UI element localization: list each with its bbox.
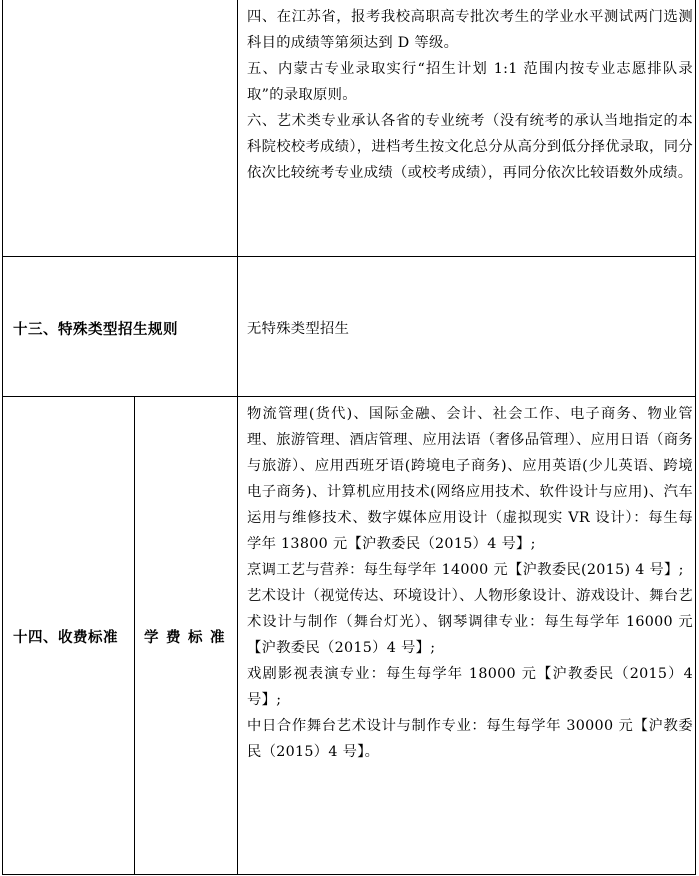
column-divider [237,0,238,256]
column-divider [237,397,238,874]
special-admission-text: 无特殊类型招生 [247,321,350,337]
tuition-paragraph-general: 物流管理(货代)、国际金融、会计、社会工作、电子商务、物业管理、旅游管理、酒店管理、应用法语（奢侈品管理）、应用日语（商务与旅游）、应用西班牙语(跨境电子商务)、应用英语(少儿英语、跨境电子商务)、计算机应用技术(网络应用技术、软件设计与应用)、汽车运用与维修技术、数字媒体应用设计（虚拟现实 VR 设计）：每生每学年 13800 元【沪教委民（2015）4 号】; [247,406,694,552]
tuition-paragraph-culinary: 烹调工艺与营养：每生每学年 14000 元【沪教委民(2015) 4 号】; [247,562,684,578]
column-divider-sub [134,397,135,874]
special-admission-content [247,316,693,342]
table-row-rules-continued [2,0,696,256]
special-admission-label: 十三、特殊类型招生规则 [13,321,178,338]
table-row-fees [2,396,696,875]
tuition-standard-label: 学费标准 [144,629,232,646]
rule-paragraph-5: 五、内蒙古专业录取实行“招生计划 1:1 范围内按专业志愿排队录取”的录取原则。 [247,61,693,103]
column-divider [237,257,238,396]
tuition-paragraph-drama: 戏剧影视表演专业：每生每学年 18000 元【沪教委民（2015）4 号】; [247,666,693,708]
rule-paragraph-4: 四、在江苏省，报考我校高职高专批次考生的学业水平测试两门选测科目的成绩等第须达到 D 等级。 [247,9,693,51]
table-row-special-admission [2,256,696,396]
tuition-paragraph-sino-japanese: 中日合作舞台艺术设计与制作专业：每生每学年 30000 元【沪教委民（2015）4 号】。 [247,718,693,760]
rules-content-cell [247,4,693,186]
rule-paragraph-6: 六、艺术类专业承认各省的专业统考（没有统考的承认当地指定的本科院校校考成绩），进档考生按文化总分从高分到低分择优录取，同分依次比较统考专业成绩（或校考成绩），再同分依次比较语数外成绩。 [247,113,693,181]
tuition-content-cell [247,401,693,765]
fee-section-label: 十四、收费标准 [13,629,118,646]
tuition-paragraph-art-design: 艺术设计（视觉传达、环境设计）、人物形象设计、游戏设计、舞台艺术设计与制作（舞台灯光）、钢琴调律专业：每生每学年 16000 元【沪教委民（2015）4 号】; [247,588,693,656]
